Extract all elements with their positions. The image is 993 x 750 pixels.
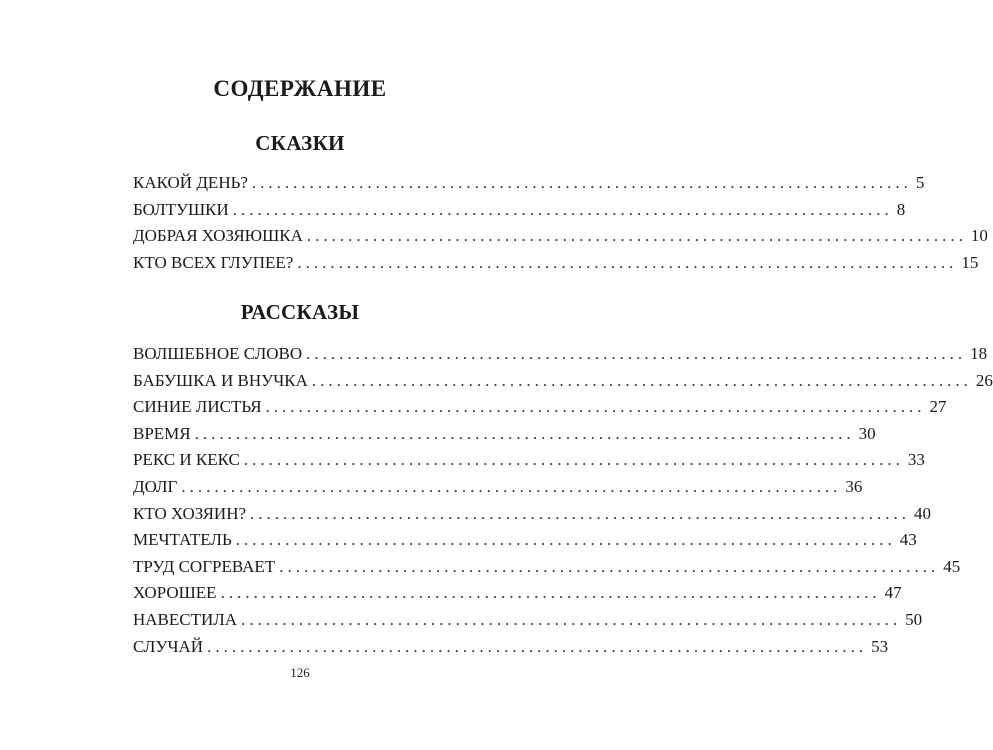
toc-entry-title: ТРУД СОГРЕВАЕТ [133, 556, 276, 576]
section-heading-stories: РАССКАЗЫ [240, 300, 360, 324]
toc-entry-page: 26 [975, 370, 993, 390]
toc-entry-page: 8 [896, 199, 906, 219]
toc-entry-title: МЕЧТАТЕЛЬ [133, 530, 232, 550]
toc-entry-title: ВРЕМЯ [133, 423, 191, 443]
dot-leader: ................................................................................ [207, 636, 868, 656]
toc-entry-title: КАКОЙ ДЕНЬ? [133, 173, 248, 192]
page-number: 126 [290, 665, 310, 680]
section-heading-tales: СКАЗКИ [255, 131, 345, 155]
toc-entry-title: КТО ХОЗЯИН? [133, 503, 247, 523]
dot-leader: ................................................................................ [297, 252, 958, 272]
dot-leader: ................................................................................ [265, 397, 926, 417]
dot-leader: ................................................................................ [251, 173, 912, 192]
toc-list-tales [133, 170, 988, 276]
toc-entry-page: 15 [961, 252, 979, 272]
dot-leader: ................................................................................ [306, 344, 967, 363]
toc-entry [133, 527, 917, 554]
toc-entry-page: 53 [871, 636, 889, 656]
toc-entry-page: 18 [970, 344, 988, 363]
toc-entry-title: ХОРОШЕЕ [133, 583, 217, 603]
toc-entry [133, 394, 947, 421]
toc-entry-page: 5 [915, 173, 925, 192]
toc-entry [133, 421, 876, 448]
dot-leader: ................................................................................ [194, 423, 855, 443]
toc-entry-page: 10 [970, 226, 988, 246]
toc-entry [133, 250, 979, 277]
toc-list-stories [133, 341, 993, 660]
dot-leader: ................................................................................ [306, 226, 967, 246]
toc-entry [133, 447, 925, 474]
toc-entry [133, 197, 906, 224]
toc-entry-page: 27 [929, 397, 947, 417]
dot-leader: ................................................................................ [241, 609, 902, 629]
toc-entry [133, 501, 932, 528]
toc-entry-title: ДОБРАЯ ХОЗЯЮШКА [133, 226, 303, 246]
toc-entry-title: ДОЛГ [133, 476, 178, 496]
toc-entry [133, 170, 925, 197]
toc-entry-title: СЛУЧАЙ [133, 636, 204, 656]
toc-entry-page: 43 [899, 530, 917, 550]
dot-leader: ................................................................................ [250, 503, 911, 523]
dot-leader: ................................................................................ [220, 583, 881, 603]
toc-entry [133, 554, 961, 581]
toc-entry [133, 580, 902, 607]
toc-entry-title: ВОЛШЕБНОЕ СЛОВО [133, 344, 303, 363]
toc-entry [133, 368, 993, 395]
toc-entry [133, 341, 988, 368]
toc-entry [133, 634, 889, 661]
dot-leader: ................................................................................ [311, 370, 972, 390]
toc-entry [133, 474, 863, 501]
toc-entry [133, 223, 988, 250]
toc-entry-page: 45 [943, 556, 961, 576]
toc-entry-page: 50 [905, 609, 923, 629]
toc-entry-title: РЕКС И КЕКС [133, 450, 240, 470]
dot-leader: ................................................................................ [181, 476, 842, 496]
toc-entry-title: СИНИЕ ЛИСТЬЯ [133, 397, 262, 417]
dot-leader: ................................................................................ [235, 530, 896, 550]
contents-heading: СОДЕРЖАНИЕ [213, 76, 387, 101]
dot-leader: ................................................................................ [279, 556, 940, 576]
toc-entry-title: БОЛТУШКИ [133, 199, 229, 219]
toc-entry-title: БАБУШКА И ВНУЧКА [133, 370, 308, 390]
toc-entry-title: НАВЕСТИЛА [133, 609, 238, 629]
dot-leader: ................................................................................ [232, 199, 893, 219]
toc-entry-page: 30 [858, 423, 876, 443]
dot-leader: ................................................................................ [243, 450, 904, 470]
toc-entry [133, 607, 923, 634]
toc-entry-page: 36 [845, 476, 863, 496]
toc-entry-title: КТО ВСЕХ ГЛУПЕЕ? [133, 252, 294, 272]
toc-entry-page: 33 [907, 450, 925, 470]
toc-entry-page: 47 [884, 583, 902, 603]
toc-entry-page: 40 [914, 503, 932, 523]
